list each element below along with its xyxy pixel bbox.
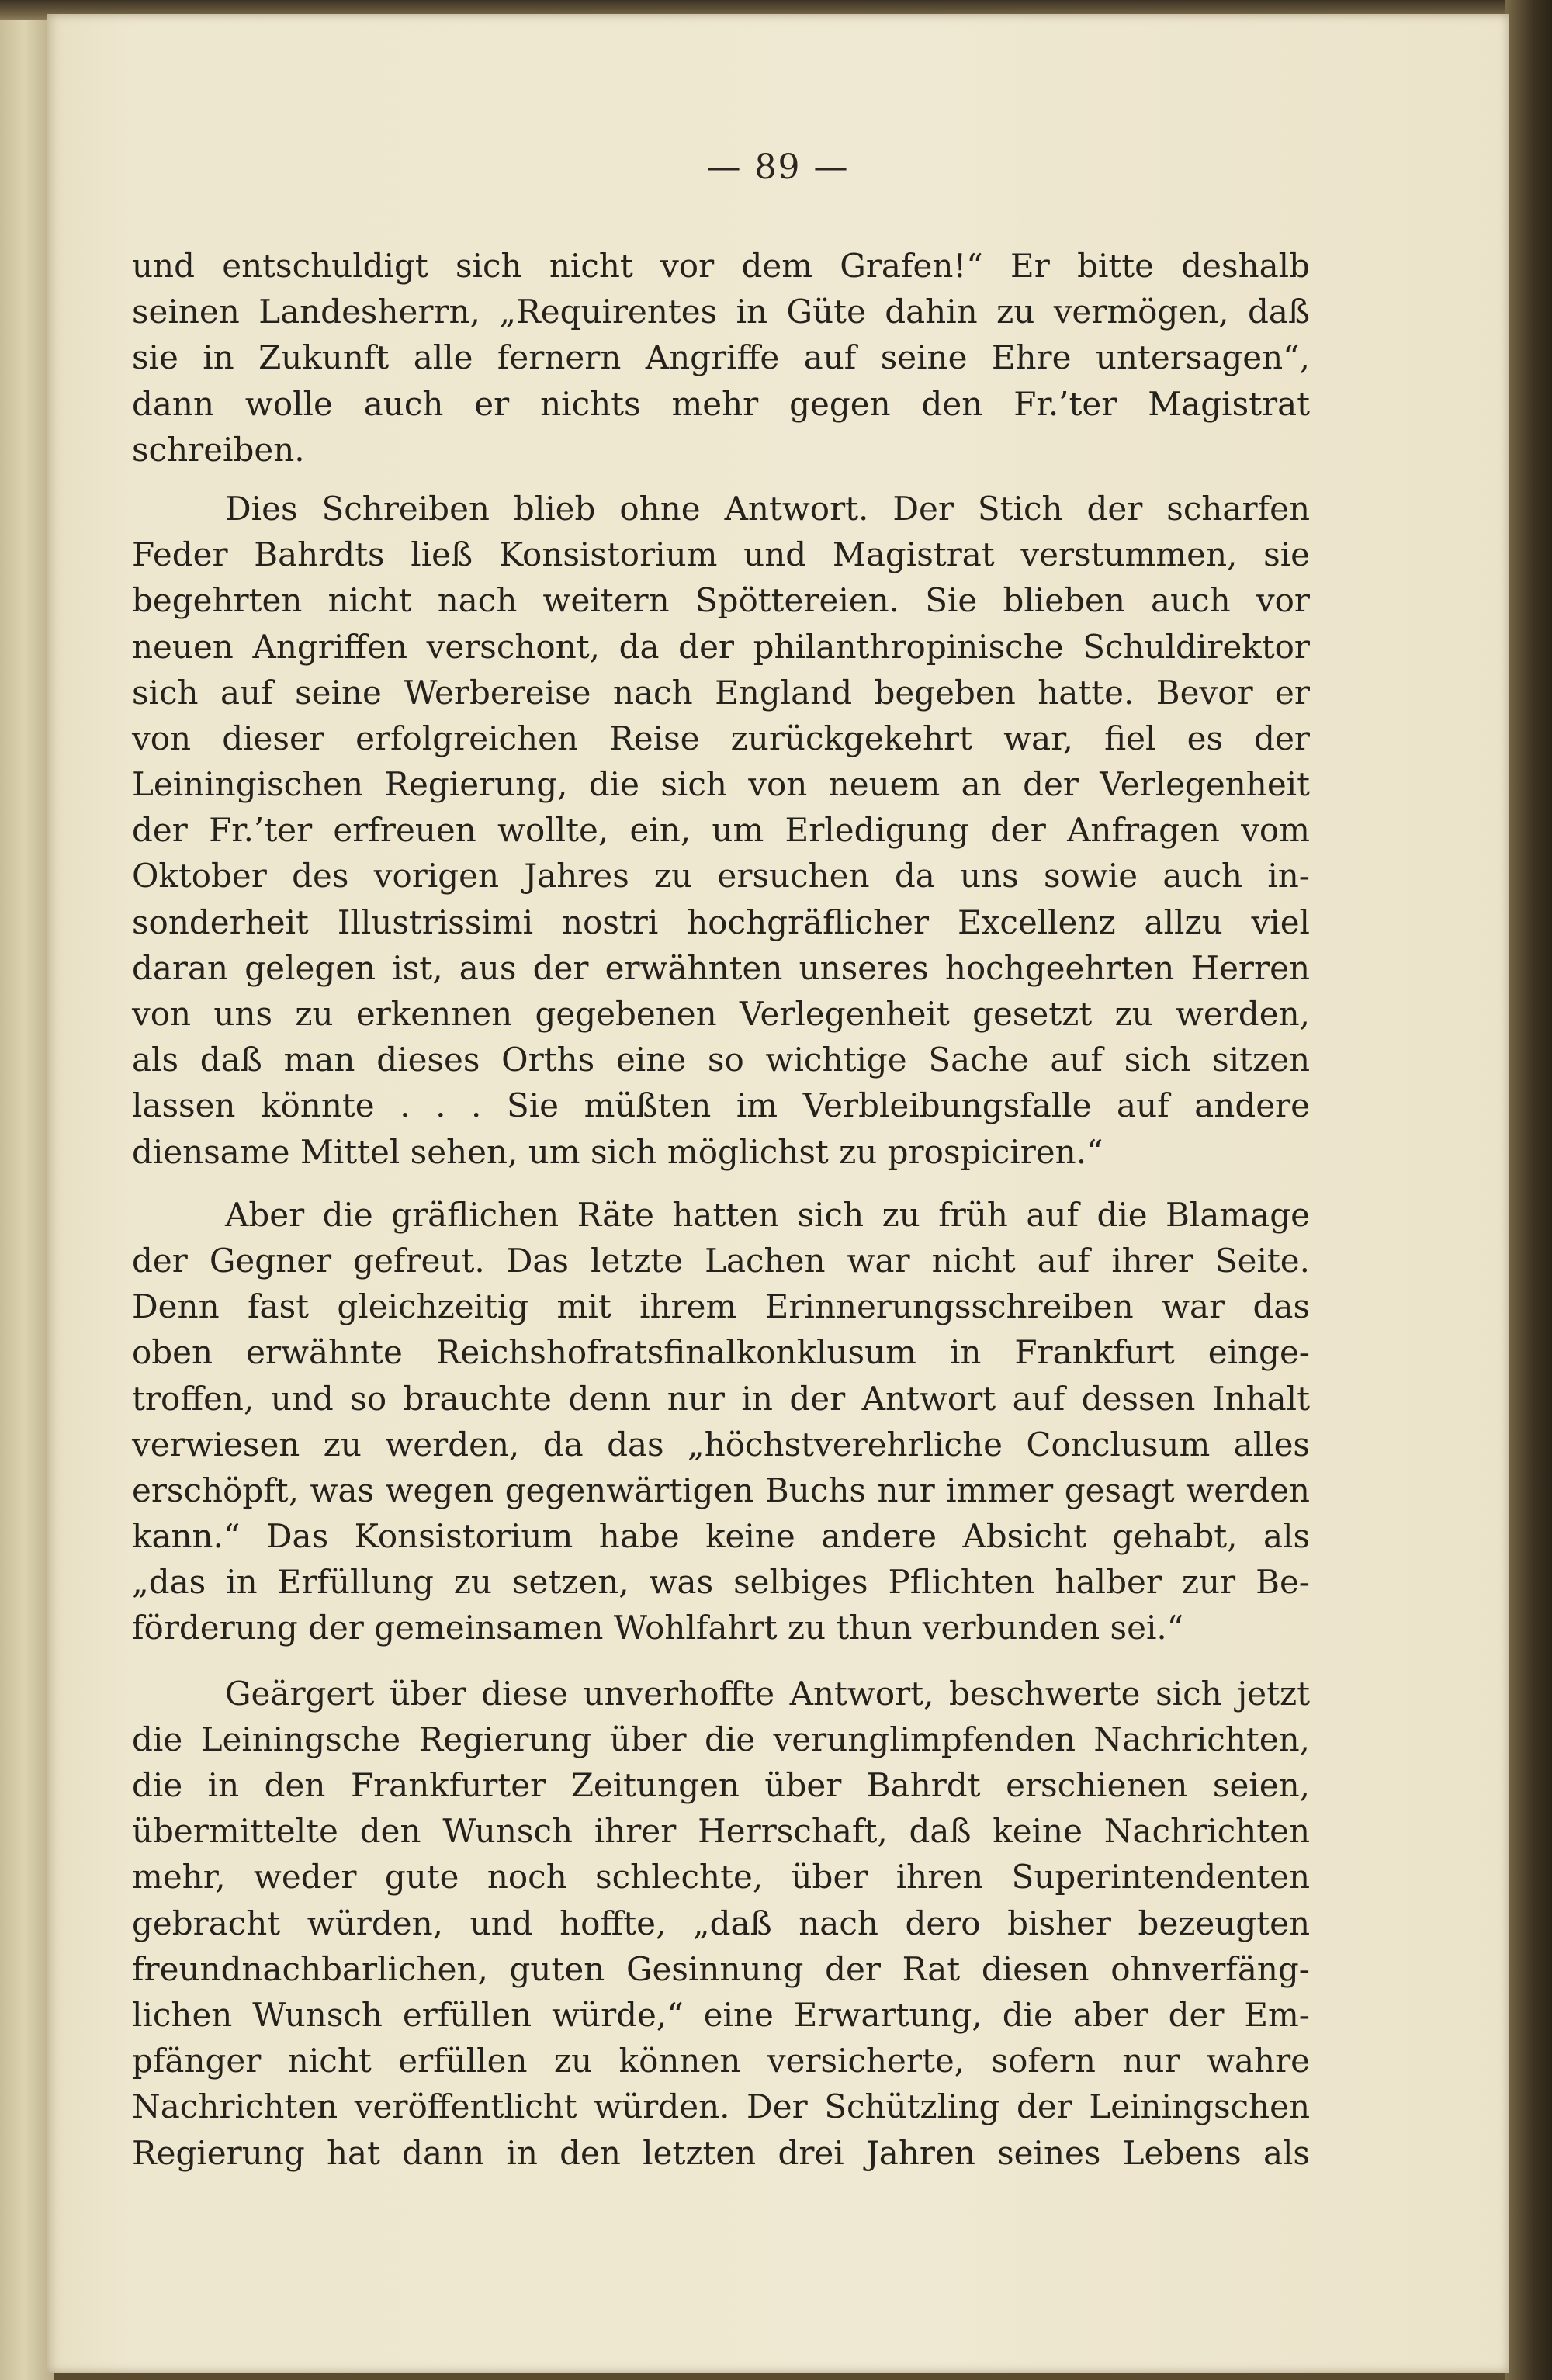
text-line: der Fr.’ter erfreuen wollte, ein, um Erledigung der Anfragen vom [132,811,1310,850]
text-line: schreiben. [132,430,305,469]
paragraph-4 [132,1671,1310,2176]
text-line: dann wolle auch er nichts mehr gegen den Fr.’ter Magistrat [132,384,1310,423]
text-line: „das in Erfüllung zu setzen, was selbiges Pflichten halber zur Be- [132,1563,1310,1602]
page-body [132,243,1310,2176]
page-number: — 89 — [706,147,850,187]
text-line: mehr, weder gute noch schlechte, über ihren Superintendenten [132,1858,1310,1897]
text-line: als daß man dieses Orths eine so wichtige Sache auf sich sitzen [132,1041,1310,1079]
text-line: oben erwähnte Reichshofratsfinalkonklusum in Frankfurt einge- [132,1333,1310,1372]
text-line: die in den Frankfurter Zeitungen über Bahrdt erschienen seien, [132,1766,1310,1804]
text-line: lichen Wunsch erfüllen würde,“ eine Erwartung, die aber der Em- [132,1995,1310,2034]
text-line: die Leiningsche Regierung über die verunglimpfenden Nachrichten, [132,1720,1310,1758]
paragraph-2 [132,486,1310,1175]
text-line: sonderheit Illustrissimi nostri hochgräflicher Excellenz allzu viel [132,902,1310,941]
text-line: Regierung hat dann in den letzten drei Jahren seines Lebens als [132,2133,1310,2172]
text-line: Nachrichten veröffentlicht würden. Der Schützling der Leiningschen [132,2087,1310,2126]
text-line: freundnachbarlichen, guten Gesinnung der Rat diesen ohnverfäng- [132,1949,1310,1988]
text-line: erschöpft, was wegen gegenwärtigen Buchs nur immer gesagt werden [132,1471,1310,1509]
text-line: sich auf seine Werbereise nach England begeben hatte. Bevor er [132,673,1310,712]
text-line: verwiesen zu werden, da das „höchstverehrliche Conclusum alles [132,1425,1310,1464]
text-line: seinen Landesherrn, „Requirentes in Güte dahin zu vermögen, daß [132,293,1310,331]
text-line: pfänger nicht erfüllen zu können versicherte, sofern nur wahre [132,2042,1310,2080]
text-line: von dieser erfolgreichen Reise zurückgekehrt war, fiel es der [132,719,1310,757]
text-line: lassen könnte . . . Sie müßten im Verbleibungsfalle auf andere [132,1086,1310,1125]
text-line: übermittelte den Wunsch ihrer Herrschaft, daß keine Nachrichten [132,1812,1310,1851]
text-line: Denn fast gleichzeitig mit ihrem Erinnerungsschreiben war das [132,1287,1310,1326]
text-line: und entschuldigt sich nicht vor dem Grafen!“ Er bitte deshalb [132,247,1310,285]
paragraph-1 [132,243,1310,473]
paragraph-gap [132,1651,1310,1671]
book-page [47,14,1509,2373]
text-line: daran gelegen ist, aus der erwähnten unseres hochgeehrten Herren [132,948,1310,987]
text-line: der Gegner gefreut. Das letzte Lachen war nicht auf ihrer Seite. [132,1241,1310,1280]
text-line: Geärgert über diese unverhoffte Antwort, beschwerte sich jetzt [225,1674,1310,1713]
paragraph-gap [132,1175,1310,1192]
text-line: Aber die gräflichen Räte hatten sich zu früh auf die Blamage [225,1195,1310,1234]
text-line: gebracht würden, und hoffte, „daß nach dero bisher bezeugten [132,1904,1310,1942]
text-line: kann.“ Das Konsistorium habe keine andere Absicht gehabt, als [132,1517,1310,1556]
text-line: Leiningischen Regierung, die sich von neuem an der Verlegenheit [132,765,1310,804]
paragraph-gap [132,473,1310,486]
text-line: Dies Schreiben blieb ohne Antwort. Der Stich der scharfen [225,489,1310,528]
text-line: Feder Bahrdts ließ Konsistorium und Magistrat verstummen, sie [132,535,1310,574]
text-line: neuen Angriffen verschont, da der philanthropinische Schuldirektor [132,627,1310,666]
text-line: Oktober des vorigen Jahres zu ersuchen da uns sowie auch in- [132,857,1310,896]
book-right-edge [1505,0,1552,2380]
text-line: troffen, und so brauchte denn nur in der Antwort auf dessen Inhalt [132,1379,1310,1418]
text-line: begehrten nicht nach weitern Spöttereien. Sie blieben auch vor [132,581,1310,620]
text-line: förderung der gemeinsamen Wohlfahrt zu thun verbunden sei.“ [132,1609,1184,1647]
text-line: von uns zu erkennen gegebenen Verlegenheit gesetzt zu werden, [132,995,1310,1033]
text-line: sie in Zukunft alle fernern Angriffe auf seine Ehre untersagen“, [132,338,1310,377]
text-line: diensame Mittel sehen, um sich möglichst zu prospiciren.“ [132,1132,1103,1171]
paragraph-3 [132,1192,1310,1651]
